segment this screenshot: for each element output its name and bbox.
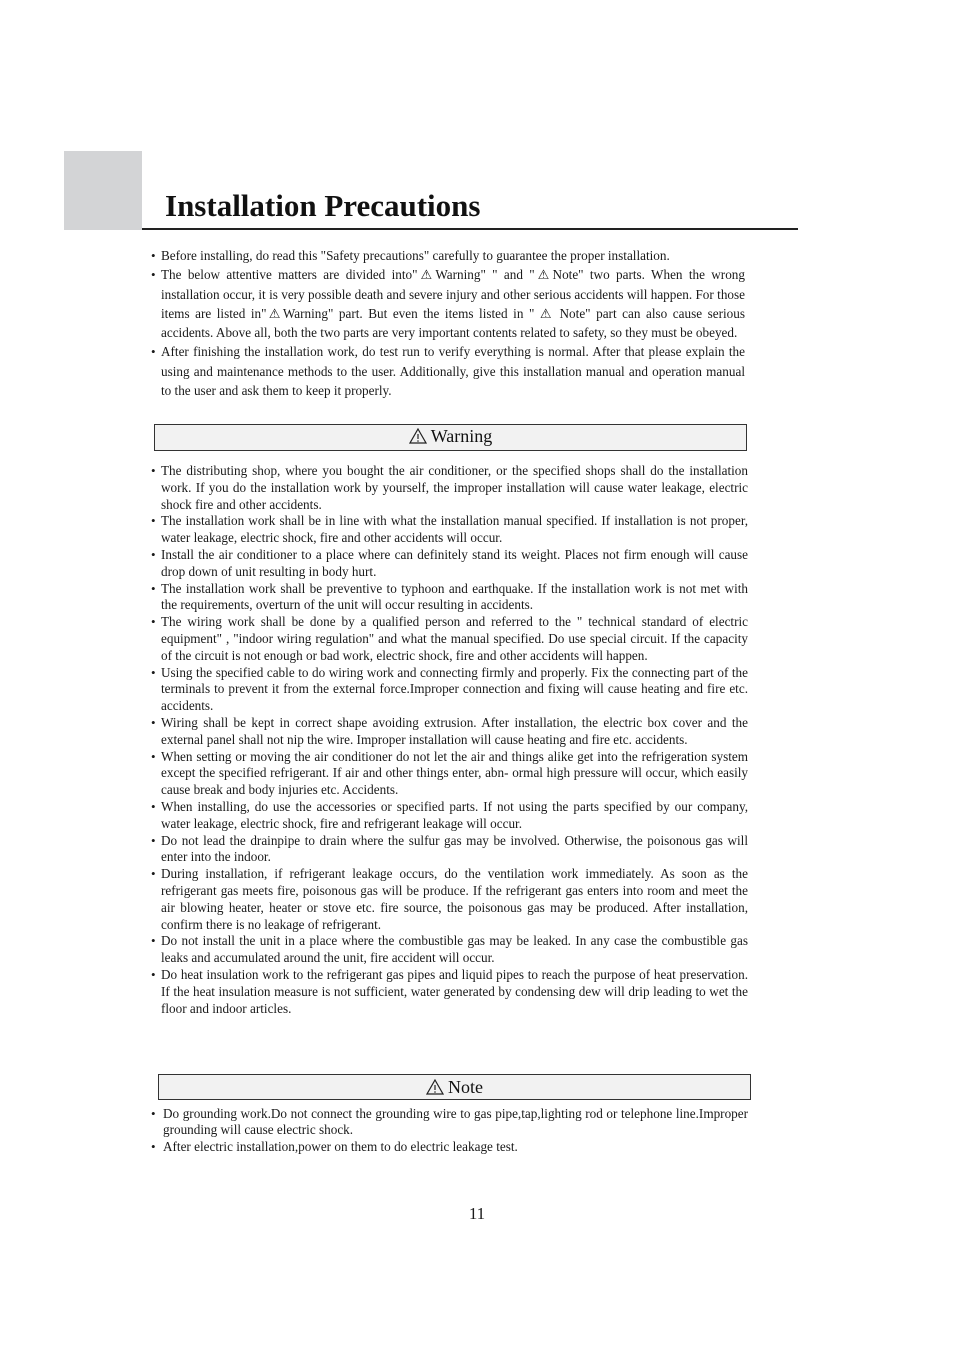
intro-list bbox=[152, 246, 745, 400]
section-tab-marker bbox=[64, 151, 142, 230]
warning-triangle-icon bbox=[409, 428, 427, 444]
warning-heading: Warning bbox=[430, 426, 493, 446]
warning-heading-box bbox=[154, 424, 747, 451]
list-item: • After electric installation,power on them to do electric leakage test. bbox=[152, 1139, 748, 1155]
warning-triangle-icon bbox=[426, 1079, 444, 1095]
list-item: • The installation work shall be preventive to typhoon and earthquake. If the installation work is not met with the requirements, overturn of the unit will occur resulting in accidents. bbox=[152, 581, 748, 615]
list-item: • The below attentive matters are divided into"⚠Warning" " and "⚠Note" two parts. When the wrong installation occur, it is very possible death and severe injury and other serious accidents will happen. For those items are listed in"⚠Warning" part. But even the items listed in " ⚠ Note" part can also cause serious accidents. Above all, both the two parts are very important contents related to safety, so they must be obeyed. bbox=[152, 265, 745, 342]
list-item: • Do heat insulation work to the refrigerant gas pipes and liquid pipes to reach the purpose of heat preservation. If the heat insulation measure is not sufficient, water generated by condensing dew will drip leading to wet the floor and indoor articles. bbox=[152, 967, 748, 1017]
list-item: • During installation, if refrigerant leakage occurs, do the ventilation work immediately. As soon as the refrigerant gas meets fire, poisonous gas will be produce. If the refrigerant gas enters into room and meet the air blowing heater, heater or stove etc. fire source, the poisonous gas may be produced. After installation, confirm there is no leakage of refrigerant. bbox=[152, 866, 748, 933]
list-item: • Install the air conditioner to a place where can definitely stand its weight. Places not firm enough will cause drop down of unit resulting in body hurt. bbox=[152, 547, 748, 581]
list-item: • Do grounding work.Do not connect the grounding wire to gas pipe,tap,lighting rod or telephone line.Improper grounding will cause electric shock. bbox=[152, 1106, 748, 1139]
title-underline bbox=[142, 228, 798, 230]
page-title: Installation Precautions bbox=[165, 188, 481, 223]
list-item: • The distributing shop, where you bought the air conditioner, or the specified shops shall do the installation work. If you do the installation work by yourself, the improper installation will cause water leakage, electric shock fire and other accidents. bbox=[152, 463, 748, 513]
page-number: 11 bbox=[468, 1204, 486, 1223]
note-heading: Note bbox=[448, 1077, 483, 1097]
list-item: • When setting or moving the air conditioner do not let the air and things alike get into the refrigeration system except the specified refrigerant. If air and other things enter, abn- ormal high pressure will occur, which easily cause break and body injuries etc. Accidents. bbox=[152, 749, 748, 799]
note-list bbox=[152, 1106, 748, 1155]
list-item: • The installation work shall be in line with what the installation manual specified. If installation is not proper, water leakage, electric shock, fire and other accidents will occur. bbox=[152, 513, 748, 547]
list-item: • Using the specified cable to do wiring work and connecting firmly and properly. Fix the connecting part of the terminals to prevent it from the external force.Improper connection and fixing will cause heating and fire etc. accidents. bbox=[152, 665, 748, 715]
warning-list bbox=[152, 463, 748, 1017]
note-heading-box bbox=[158, 1074, 751, 1100]
list-item: • Before installing, do read this "Safety precautions" carefully to guarantee the proper installation. bbox=[152, 246, 745, 265]
list-item: • The wiring work shall be done by a qualified person and referred to the " technical standard of electric equipment" , "indoor wiring regulation" and what the manual specified. Do use special circuit. If the capacity of the circuit is not enough or bad work, electric shock, fire and other accidents will happen. bbox=[152, 614, 748, 664]
list-item: • When installing, do use the accessories or specified parts. If not using the parts specified by our company, water leakage, electric shock, fire and refrigerant leakage will occur. bbox=[152, 799, 748, 833]
list-item: • Do not lead the drainpipe to drain where the sulfur gas may be involved. Otherwise, the poisonous gas will enter into the indoor. bbox=[152, 833, 748, 867]
list-item: • Do not install the unit in a place where the combustible gas may be leaked. In any case the combustible gas leaks and accumulated around the unit, fire accident will occur. bbox=[152, 933, 748, 967]
list-item: • After finishing the installation work, do test run to verify everything is normal. After that please explain the using and maintenance methods to the user. Additionally, give this installation manual and operation manual to the user and ask them to keep it properly. bbox=[152, 342, 745, 400]
list-item: • Wiring shall be kept in correct shape avoiding extrusion. After installation, the electric box cover and the external panel shall not nip the wire. Improper installation will cause heating and fire etc. accidents. bbox=[152, 715, 748, 749]
